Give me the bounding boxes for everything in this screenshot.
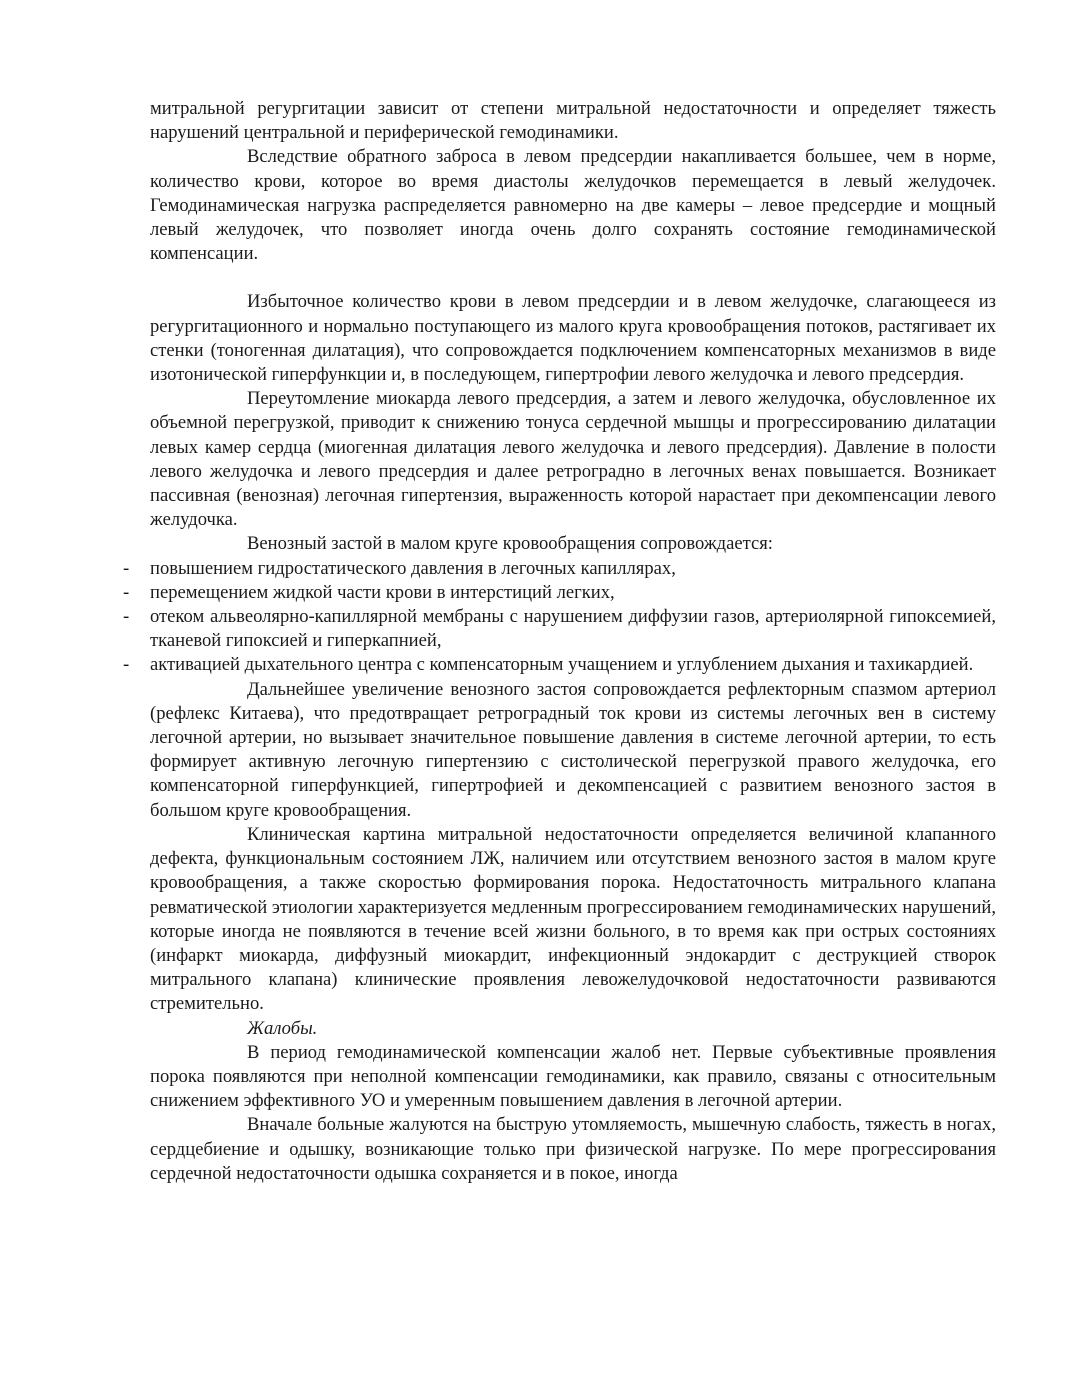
paragraph: Избыточное количество крови в левом предсердии и в левом желудочке, слагающееся из регургитационного и нормально поступающего из малого круга кровообращения потоков, растягивает их стенки (тоногенная дилатация), что сопровождается подключением компенсаторных механизмов в виде изотонической гиперфункции и, в последующем, гипертрофии левого желудочка и левого предсердия. — [150, 291, 996, 386]
bullet-marker: - — [123, 581, 130, 603]
list-item-text: отеком альвеолярно-капиллярной мембраны с нарушением диффузии газов, артериолярной гипоксемией, тканевой гипоксией и гиперкапнией, — [150, 606, 996, 652]
list-item — [123, 605, 996, 653]
paragraph-continuation: митральной регургитации зависит от степени митральной недостаточности и определяет тяжесть нарушений центральной и периферической гемодинамики. — [150, 98, 996, 144]
list-item — [123, 653, 996, 677]
paragraph-truncated: Вначале больные жалуются на быструю утомляемость, мышечную слабость, тяжесть в ногах, сердцебиение и одышку, возникающие только при физической нагрузке. По мере прогрессирования сердечной недостаточности одышка сохраняется и в покое, иногда — [150, 1114, 996, 1184]
bullet-marker: - — [123, 606, 130, 628]
paragraph: Вследствие обратного заброса в левом предсердии накапливается большее, чем в норме, количество крови, которое во время диастолы желудочков перемещается в левый желудочек. Гемодинамическая нагрузка распределяется равномерно на две камеры – левое предсердие и мощный левый желудочек, что позволяет иногда очень долго сохранять состояние гемодинамической компенсации. — [150, 146, 996, 265]
bullet-marker: - — [123, 557, 130, 579]
paragraph: Клиническая картина митральной недостаточности определяется величиной клапанного дефекта, функциональным состоянием ЛЖ, наличием или отсутствием венозного застоя в малом круге кровообращения, а также скоростью формирования порока. Недостаточность митрального клапана ревматической этиологии характеризуется медленным прогрессированием гемодинамических нарушений, которые иногда не появляются в течение всей жизни больного, в то время как при острых состояниях (инфаркт миокарда, диффузный миокардит, инфекционный эндокардит с деструкцией створок митрального клапана) клинические проявления левожелудочковой недостаточности развиваются стремительно. — [150, 823, 996, 1015]
section-heading: Жалобы. — [247, 1017, 318, 1039]
list-item — [123, 557, 996, 581]
list-item-text: перемещением жидкой части крови в интерстиций легких, — [150, 581, 615, 603]
paragraph: Переутомление миокарда левого предсердия, а затем и левого желудочка, обусловленное их объемной перегрузкой, приводит к снижению тонуса сердечной мышцы и прогрессированию дилатации левых камер сердца (миогенная дилатация левого желудочка и левого предсердия). Давление в полости левого желудочка и левого предсердия и далее ретроградно в легочных венах повышается. Возникает пассивная (венозная) легочная гипертензия, выраженность которой нарастает при декомпенсации левого желудочка. — [150, 388, 996, 531]
list-item — [123, 581, 996, 605]
paragraph: Дальнейшее увеличение венозного застоя сопровождается рефлекторным спазмом артериол (рефлекс Китаева), что предотвращает ретроградный ток крови из системы легочных вен в систему легочной артерии, но вызывает значительное повышение давления в системе легочной артерии, то есть формирует активную легочную гипертензию с систолической перегрузкой правого желудочка, его компенсаторной гиперфункцией, гипертрофией и декомпенсацией с развитием венозного застоя в большом круге кровообращения. — [150, 678, 996, 821]
bullet-list — [123, 557, 996, 678]
paragraph-list-intro: Венозный застой в малом круге кровообращения сопровождается: — [247, 533, 773, 555]
paragraph: В период гемодинамической компенсации жалоб нет. Первые субъективные проявления порока появляются при неполной компенсации гемодинамики, как правило, связаны с относительным снижением эффективного УО и умеренным повышением давления в легочной артерии. — [150, 1041, 996, 1112]
list-item-text: активацией дыхательного центра с компенсаторным учащением и углублением дыхания и тахикардией. — [150, 654, 974, 676]
bullet-marker: - — [123, 654, 130, 676]
list-item-text: повышением гидростатического давления в легочных капиллярах, — [150, 557, 676, 579]
document-body — [123, 97, 996, 1186]
